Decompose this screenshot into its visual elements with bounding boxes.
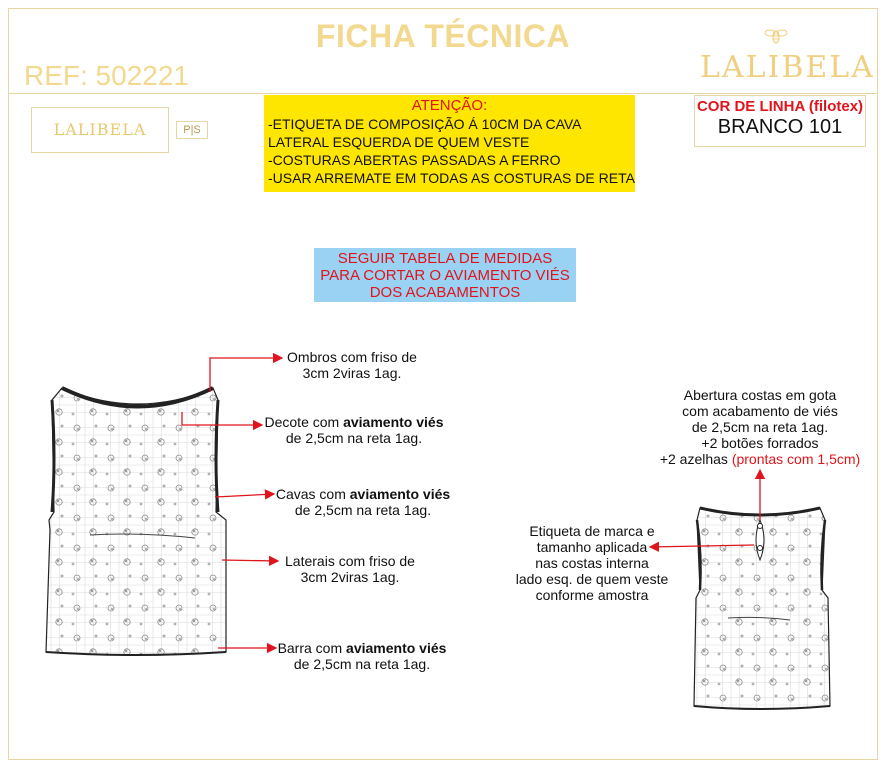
annotation-line: 3cm 2viras 1ag. — [302, 365, 402, 381]
annotation-line: Abertura costas em gota — [683, 387, 837, 403]
page-title: FICHA TÉCNICA — [315, 18, 571, 54]
annotation-line: de 2,5cm na reta 1ag. — [293, 656, 431, 672]
annotation-line: 3cm 2viras 1ag. — [300, 569, 400, 585]
annotation-cavas — [274, 486, 452, 518]
annotation-text: +2 azelhas — [659, 451, 732, 467]
annotation-bold: aviamento viés — [346, 640, 447, 656]
annotation-etiqueta — [510, 523, 674, 603]
measures-line: DOS ACABAMENTOS — [369, 284, 521, 301]
attention-line: LATERAL ESQUERDA DE QUEM VESTE — [268, 134, 530, 150]
annotation-bold: aviamento viés — [349, 486, 451, 502]
annotation-line — [274, 486, 452, 502]
annotation-line: de 2,5cm na reta 1ag. — [691, 419, 829, 435]
annotation-line: Etiqueta de marca e — [529, 523, 655, 539]
annotation-decote — [262, 414, 446, 446]
annotation-line: de 2,5cm na reta 1ag. — [294, 502, 432, 518]
annotation-text: Barra com — [277, 640, 347, 656]
annotation-bold: aviamento viés — [343, 414, 444, 430]
brand-logo: LALIBELA — [700, 50, 875, 85]
reference-code: REF: 502221 — [24, 60, 189, 91]
annotation-ombros — [282, 349, 422, 381]
annotation-line: com acabamento de viés — [682, 403, 838, 419]
annotation-line: nas costas interna — [535, 555, 649, 571]
back-view-drawing — [694, 508, 830, 709]
annotation-text: Cavas com — [275, 486, 350, 502]
attention-line: -COSTURAS ABERTAS PASSADAS A FERRO — [268, 152, 561, 168]
measures-line: PARA CORTAR O AVIAMENTO VIÉS — [320, 267, 570, 284]
annotation-line: de 2,5cm na reta 1ag. — [285, 430, 423, 446]
attention-heading: ATENÇÃO: — [411, 97, 488, 114]
annotation-line — [262, 414, 446, 430]
annotation-line: lado esq. de quem veste — [515, 571, 669, 587]
annotation-highlight: (prontas com 1,5cm) — [731, 451, 861, 467]
annotation-abertura — [650, 387, 870, 467]
annotation-barra — [274, 640, 450, 672]
thread-color-heading: COR DE LINHA (filotex) — [696, 98, 864, 115]
annotation-line: Laterais com friso de — [285, 553, 415, 569]
thread-color-value: BRANCO 101 — [717, 116, 843, 138]
annotation-line — [274, 640, 450, 656]
annotation-line — [650, 451, 870, 467]
annotation-line: tamanho aplicada — [536, 539, 648, 555]
annotation-laterais — [280, 553, 420, 585]
annotation-line: Ombros com friso de — [287, 349, 417, 365]
annotation-text: Decote com — [264, 414, 344, 430]
attention-line: -ETIQUETA DE COMPOSIÇÃO Á 10CM DA CAVA — [268, 116, 582, 132]
front-view-drawing — [46, 388, 226, 655]
brand-label-sample: LALIBELA — [31, 107, 169, 153]
measures-line: SEGUIR TABELA DE MEDIDAS — [337, 250, 553, 267]
annotation-line: +2 botões forrados — [701, 435, 819, 451]
attention-line: -USAR ARREMATE EM TODAS AS COSTURAS DE RETA — [268, 170, 635, 186]
size-label-sample: P|S — [176, 121, 208, 139]
annotation-line: conforme amostra — [535, 587, 649, 603]
